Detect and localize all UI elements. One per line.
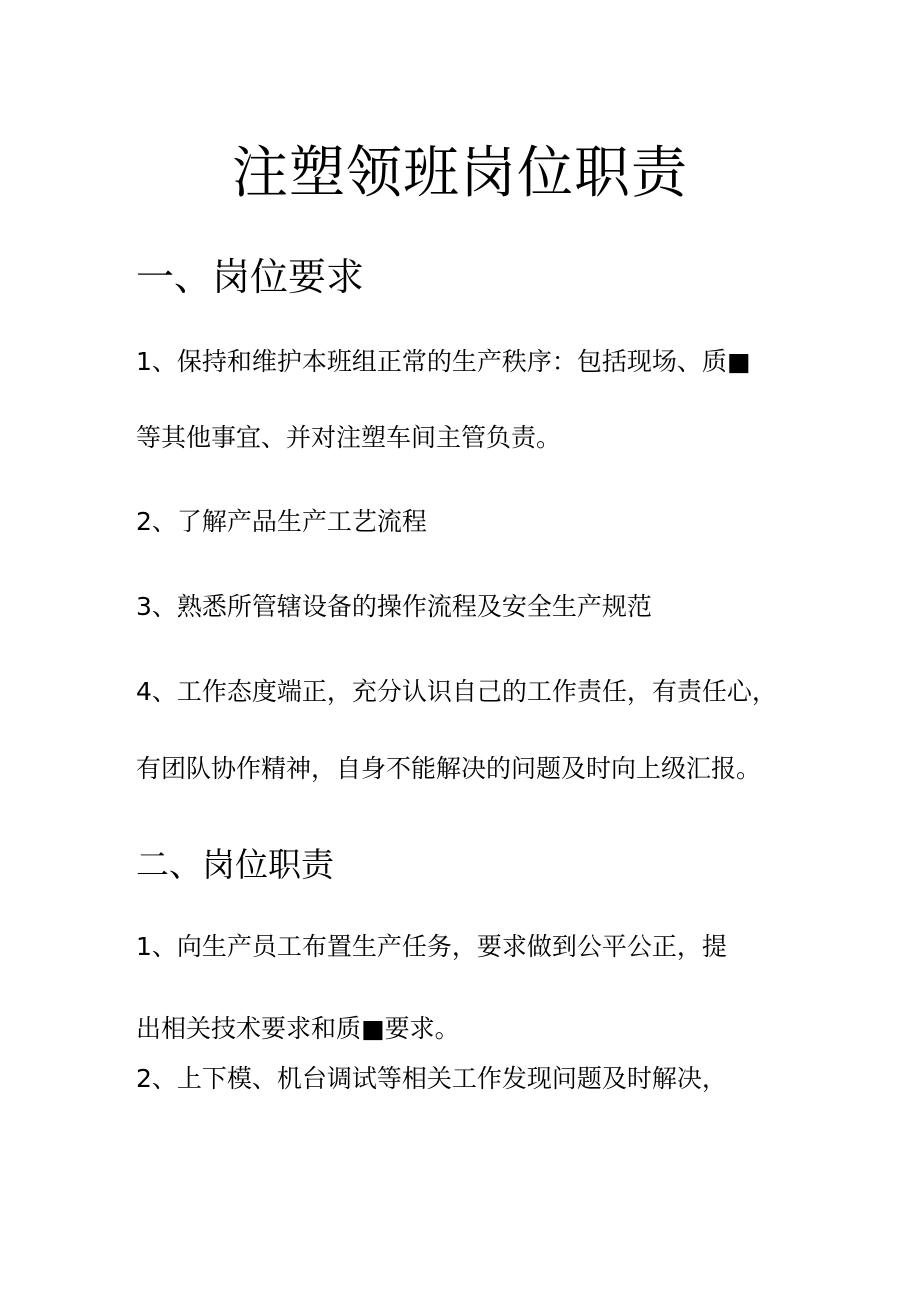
requirement-line-6: 有团队协作精神，自身不能解决的问题及时向上级汇报。 [136, 754, 762, 783]
section-heading-duties: 二、岗位职责 [136, 845, 334, 884]
duty-line-1: 1、向生产员工布置生产任务，要求做到公平公正，提 [136, 932, 727, 961]
requirement-line-1: 1、保持和维护本班组正常的生产秩序：包括现场、质■ [136, 347, 751, 376]
requirement-line-3: 2、了解产品生产工艺流程 [136, 507, 427, 536]
requirement-line-5: 4、工作态度端正，充分认识自己的工作责任，有责任心， [136, 677, 777, 706]
section-heading-requirements: 一、岗位要求 [136, 255, 365, 299]
duty-line-2: 出相关技术要求和质■要求。 [136, 1014, 460, 1043]
duty-line-3: 2、上下模、机台调试等相关工作发现问题及时解决， [136, 1064, 727, 1093]
requirement-line-2: 等其他事宜、并对注塑车间主管负责。 [136, 423, 562, 452]
document-title: 注塑领班岗位职责 [232, 141, 688, 206]
requirement-line-4: 3、熟悉所管辖设备的操作流程及安全生产规范 [136, 592, 652, 621]
